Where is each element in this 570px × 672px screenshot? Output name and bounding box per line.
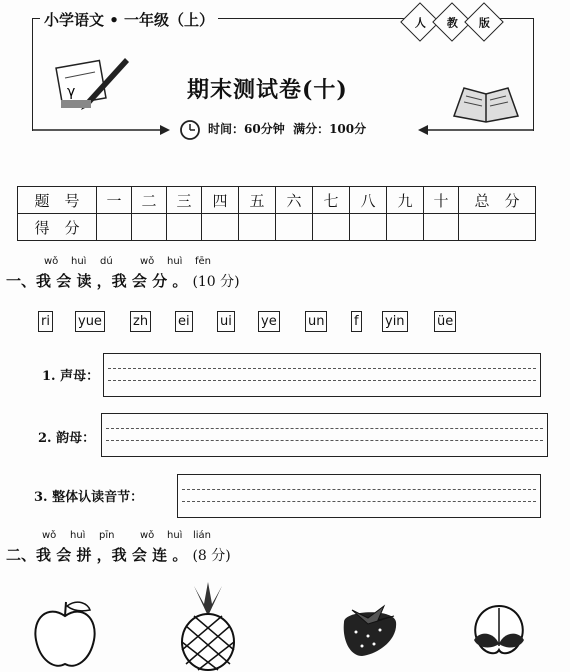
section1-heading (6, 270, 240, 291)
badge-1: 人 (400, 2, 440, 42)
table-cell: 七 (313, 187, 350, 214)
table-cell: 六 (276, 187, 313, 214)
table-cell: 五 (239, 187, 276, 214)
pinyin-fen: fēn (195, 256, 212, 267)
pinyin-du: dú (100, 256, 113, 267)
score-table-score-row (18, 214, 536, 241)
pinyin-chip: un (305, 311, 327, 332)
score-cell[interactable] (424, 214, 459, 241)
pinyin-chip: ei (175, 311, 193, 332)
pinyin-chip: ui (217, 311, 235, 332)
score-table-header-row (18, 187, 536, 214)
strawberry-icon (338, 600, 400, 660)
score-table (17, 186, 536, 241)
pinyin-chip: f (351, 311, 362, 332)
section1-title: 一、我 会 读 ，我 会 分 。 (6, 272, 188, 290)
score-cell[interactable] (97, 214, 132, 241)
table-cell: 二 (132, 187, 167, 214)
peach-icon (466, 596, 532, 662)
score-cell[interactable] (350, 214, 387, 241)
score-cell[interactable] (313, 214, 350, 241)
score-cell[interactable] (167, 214, 202, 241)
table-cell: 总 分 (459, 187, 536, 214)
finals-answer-box[interactable] (101, 413, 548, 457)
score-cell[interactable] (132, 214, 167, 241)
pinyin-wo-3: wǒ (42, 530, 57, 541)
badge-2: 教 (432, 2, 472, 42)
pinyin-lian: lián (193, 530, 212, 541)
initials-answer-box[interactable] (103, 353, 541, 397)
pinyin-hui-2: huì (167, 256, 183, 267)
score-cell[interactable] (387, 214, 424, 241)
page-title: 期末测试卷(十) (187, 77, 348, 103)
pinyin-hui-4: huì (167, 530, 183, 541)
section1-points: (10 分) (192, 274, 240, 290)
table-cell: 八 (350, 187, 387, 214)
pinyin-chip: zh (130, 311, 151, 332)
pinyin-wo-2: wǒ (140, 256, 155, 267)
table-cell: 题 号 (18, 187, 97, 214)
q3-label: 3. 整体认读音节： (34, 490, 144, 505)
pinyin-chip: ri (38, 311, 53, 332)
table-cell: 九 (387, 187, 424, 214)
section2-points: (8 分) (192, 548, 231, 564)
q2-label: 2. 韵母： (38, 431, 96, 446)
apple-icon (30, 598, 100, 672)
pinyin-chip: yue (75, 311, 105, 332)
score-cell[interactable] (459, 214, 536, 241)
series-title: 小学语文 • 一年级（上） (40, 9, 218, 30)
section2-title: 二、我 会 拼 ，我 会 连 。 (6, 546, 188, 564)
pinyin-wo-4: wǒ (140, 530, 155, 541)
pen-writing-icon (55, 52, 135, 114)
svg-text:γ: γ (67, 84, 76, 100)
score-label: 满分：100分 (293, 122, 367, 136)
time-label: 时间：60分钟 (208, 122, 285, 136)
whole-syllables-answer-box[interactable] (177, 474, 541, 518)
time-and-score (208, 120, 366, 137)
pinyin-chip: yin (382, 311, 408, 332)
table-cell: 一 (97, 187, 132, 214)
publisher-badges (406, 8, 502, 36)
q1-label: 1. 声母： (42, 369, 100, 384)
badge-3: 版 (464, 2, 504, 42)
pinyin-hui-1: huì (71, 256, 87, 267)
score-cell[interactable] (239, 214, 276, 241)
table-cell: 四 (202, 187, 239, 214)
pinyin-pin: pīn (99, 530, 115, 541)
table-cell: 得 分 (18, 214, 97, 241)
pineapple-icon (172, 582, 244, 672)
pinyin-wo-1: wǒ (44, 256, 59, 267)
pinyin-chip: ye (258, 311, 280, 332)
section2-heading (6, 544, 231, 565)
score-cell[interactable] (276, 214, 313, 241)
table-cell: 十 (424, 187, 459, 214)
pinyin-hui-3: huì (70, 530, 86, 541)
score-cell[interactable] (202, 214, 239, 241)
pinyin-chip: üe (434, 311, 456, 332)
table-cell: 三 (167, 187, 202, 214)
